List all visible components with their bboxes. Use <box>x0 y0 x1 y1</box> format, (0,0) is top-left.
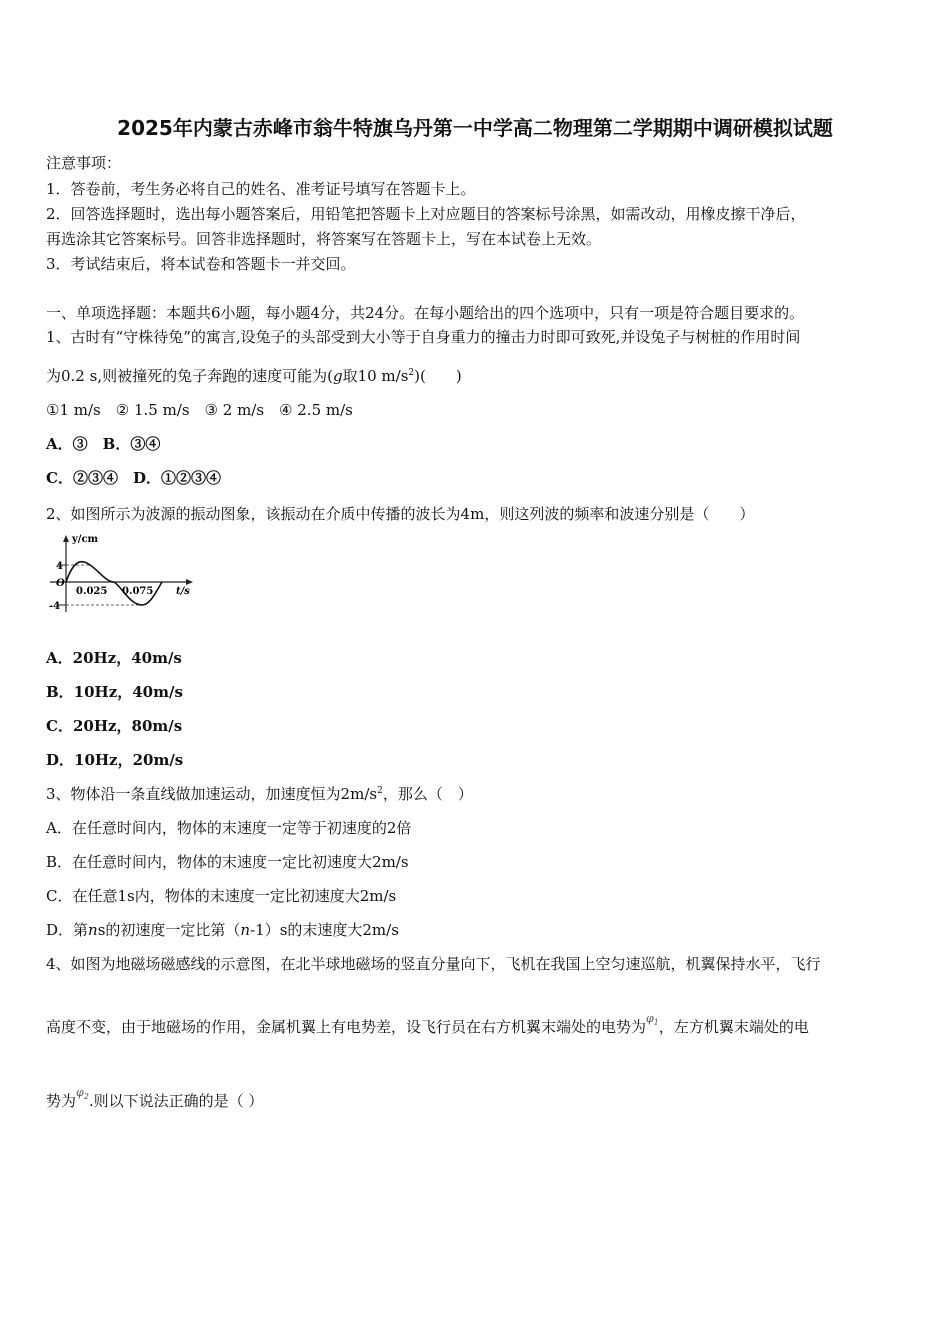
t-label: t/s <box>176 586 190 597</box>
phi2-symbol <box>76 1086 89 1102</box>
q3-option-a: A．在任意时间内，物体的末速度一定等于初速度的2倍 <box>46 819 412 837</box>
q2-option-b: B．10Hz，40m/s <box>46 683 183 701</box>
y-pos-label: 4 <box>56 561 63 572</box>
q1-text: 为0.2 s,则被撞死的兔子奔跑的速度可能为( <box>46 367 333 385</box>
q4-stem-line2 <box>46 1012 809 1037</box>
q1-text: )( ) <box>414 367 462 385</box>
q3-sup: 2 <box>377 786 383 796</box>
notice-item: 1．答卷前，考生务必将自己的姓名、准考证号填写在答题卡上。 <box>46 180 476 198</box>
q3-n: n <box>240 921 251 939</box>
t-axis-arrow <box>186 579 193 585</box>
q1-stem-line2 <box>46 365 462 386</box>
q1-g: g <box>332 367 343 385</box>
q4-stem-line3 <box>46 1086 264 1111</box>
q1-stem-line1: 1、古时有“守株待兔”的寓言,设兔子的头部受到大小等于自身重力的撞击力时即可致死,并设兔子与树桩的作用时间 <box>46 328 801 346</box>
q3-text: ，那么（ ） <box>382 785 473 803</box>
t2-label: 0.075 <box>122 586 154 597</box>
q1-text: 取10 m/s <box>342 367 409 385</box>
phi2-glyph: φ <box>76 1086 84 1099</box>
q1-options-ab: A．③ B．③④ <box>46 435 161 453</box>
q3-text: -1）s的末速度大2m/s <box>250 921 399 939</box>
q3-text: s的初速度一定比第（ <box>97 921 241 939</box>
q4-text: 势为 <box>46 1092 77 1110</box>
q2-option-a: A．20Hz，40m/s <box>46 649 182 667</box>
q4-text: .则以下说法正确的是（ ） <box>88 1092 264 1110</box>
phi1-sub: 1 <box>653 1018 659 1028</box>
page-title: 2025年内蒙古赤峰市翁牛特旗乌丹第一中学高二物理第二学期期中调研模拟试题 <box>117 116 833 140</box>
q2-option-d: D．10Hz，20m/s <box>46 751 184 769</box>
q3-stem <box>46 783 473 804</box>
y-label: y/cm <box>72 534 99 545</box>
phi2-sub: 2 <box>83 1092 89 1102</box>
q4-text: ，左方机翼末端处的电 <box>658 1018 809 1036</box>
q4-stem-line1: 4、如图为地磁场磁感线的示意图，在北半球地磁场的竖直分量向下，飞机在我国上空匀速巡航，机翼保持水平，飞行 <box>46 955 821 973</box>
q2-stem: 2、如图所示为波源的振动图象，该振动在介质中传播的波长为4m，则这列波的频率和波速分别是（ ） <box>46 505 755 523</box>
q1-speed-list: ①1 m/s ② 1.5 m/s ③ 2 m/s ④ 2.5 m/s <box>46 401 353 419</box>
q3-text: D．第 <box>46 921 89 939</box>
q3-option-c: C．在任意1s内，物体的末速度一定比初速度大2m/s <box>46 887 397 905</box>
section-heading: 一、单项选择题：本题共6小题，每小题4分，共24分。在每小题给出的四个选项中，只有一项是符合题目要求的。 <box>46 304 805 322</box>
notice-heading: 注意事项： <box>46 154 122 172</box>
q3-option-d <box>46 919 399 940</box>
origin-label: O <box>56 578 65 589</box>
sine-curve <box>66 562 162 605</box>
q2-option-c: C．20Hz，80m/s <box>46 717 183 735</box>
t1-label: 0.025 <box>76 586 108 597</box>
phi1-symbol <box>646 1012 659 1028</box>
y-axis-arrow <box>63 535 69 542</box>
q1-options-cd: C．②③④ D．①②③④ <box>46 469 221 487</box>
phi1-glyph: φ <box>646 1012 654 1025</box>
q1-sup: 2 <box>408 368 415 378</box>
notice-item: 2．回答选择题时，选出每小题答案后，用铅笔把答题卡上对应题目的答案标号涂黑，如需改动，用橡皮擦干净后， <box>46 205 806 223</box>
vibration-graph <box>46 532 196 614</box>
y-neg-label: -4 <box>49 601 61 612</box>
notice-item: 3．考试结束后，将本试卷和答题卡一并交回。 <box>46 255 356 273</box>
notice-item: 再选涂其它答案标号。回答非选择题时，将答案写在答题卡上，写在本试卷上无效。 <box>46 230 602 248</box>
q3-option-b: B．在任意时间内，物体的末速度一定比初速度大2m/s <box>46 853 409 871</box>
q3-n: n <box>88 921 98 939</box>
q3-text: 3、物体沿一条直线做加速运动，加速度恒为2m/s <box>46 785 378 803</box>
q4-text: 高度不变，由于地磁场的作用，金属机翼上有电势差，设飞行员在右方机翼末端处的电势为 <box>46 1018 647 1036</box>
